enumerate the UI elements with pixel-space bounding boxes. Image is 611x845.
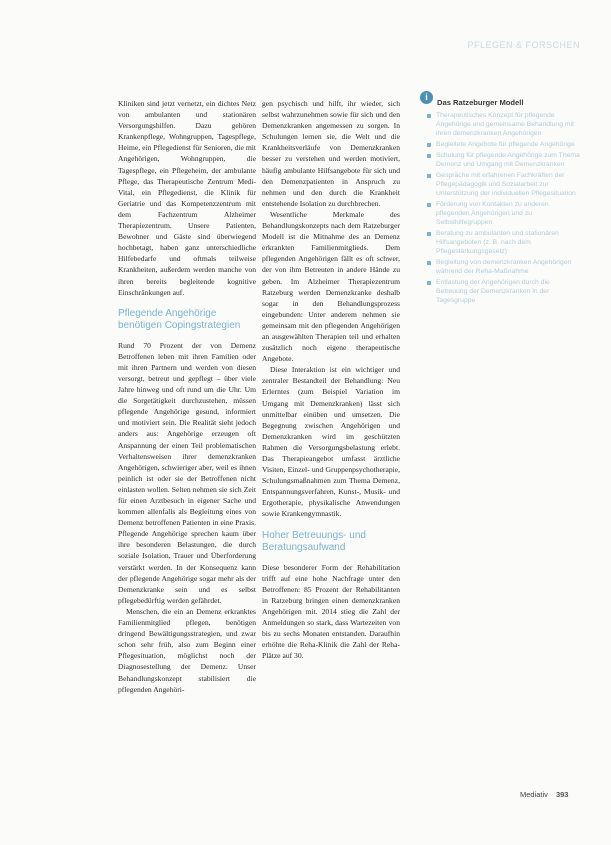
subheading: Pflegende Angehörige benötigen Copingstrategien	[118, 307, 241, 331]
list-item: Schulung für pflegende Angehörige zum Thema Demenz und Umgang mit Demenzkranken	[436, 151, 582, 169]
page-footer	[520, 790, 568, 799]
paragraph: Wesentliche Merkmale des Behandlungskonzepts nach dem Ratzeburger Modell ist die Mitnahme des an Demenz erkrankten Familienmitglieds. Dem pflegenden Angehörigen fällt es oft schwer, der von ihm Betreuten in andere Hände zu geben. Im Alzheimer Therapiezentrum Ratzeburg werden Demenzkranke deshalb sogar in den Behandlungsprozess eingebunden: Unter anderem nehmen sie gemeinsam mit den pflegenden Angehörigen an ausgewählten Therapien teil und erhalten zusätzlich noch eigene therapeutische Angebote.	[262, 209, 400, 364]
info-icon: i	[420, 91, 433, 104]
list-item: Beratung zu ambulanten und stationären Hilfsangeboten (z. B. nach dem Pflegestärkungsgesetz)	[436, 229, 582, 256]
list-item: Begleitung von demenzkranken Angehörigen während der Reha-Maßnahme	[436, 258, 582, 276]
paragraph: Diese besonderer Form der Rehabilitation trifft auf eine hohe Nachfrage unter den Betroffenen: 85 Prozent der Rehabilitanten in Ratzeburg bringen einen demenzkranken Angehörigen mit. 2014 stieg die Zahl der Anmeldungen so stark, dass Wartezeiten von bis zu sechs Monaten entstanden. Daraufhin erhöhte die Reha-Klinik die Zahl der Reha-Plätze auf 30.	[262, 562, 400, 661]
paragraph: Menschen, die ein an Demenz erkranktes Familienmitglied pflegen, benötigen dringend Bewältigungsstrategien, und zwar schon sehr früh, also zum Beginn einer Pflegesituation, möglichst noch der Diagnosestellung der Demenz. Unser Behandlungskonzept stabilisiert die pflegenden Angehöri-	[118, 606, 256, 694]
text-column-2	[262, 98, 400, 661]
paragraph: gen psychisch und hilft, ihr wieder, sich selbst wahrzunehmen sowie für sich und den Demenzkranken angemessen zu sorgen. In Schulungen lernen sie, die Welt und die Krankheitsverläufe von Demenzkranken besser zu verstehen und werden motiviert, häufig ambulante Hilfsangebote für sich und den Demenzpatienten in Anspruch zu nehmen und den durch die Krankheit entstehende Isolation zu durchbrechen.	[262, 99, 400, 208]
paragraph: Kliniken sind jetzt vernetzt, ein dichtes Netz von ambulanten und stationären Versorgungshilfen. Dazu gehören Krankenpflege, Wohngruppen, Tagespflege, Heime, ein Pflegedienst für Senioren, die mit Angehörigen, Wohngruppen, die Tagespflege, ein Pflegeheim, der ambulante Pflege, das Therapeutische Zentrum Medi-Vital, ein Pflegedienst, die Klinik für Geriatrie und das Kompetenzzentrum mit dem Fachzentrum Alzheimer Therapiezentrum. Unsere Patienten, Bewohner und Gäste sind überwiegend hochbetagt, haben ganz unterschiedliche Hilfebedarfe und oftmals teilweise Krankheiten, außerdem werden manche von ihren bereits begleitende kognitive Einschränkungen auf.	[118, 99, 256, 297]
list-item: Förderung von Kontakten zu anderen pflegenden Angehörigen und zu Selbsthilfegruppen	[436, 200, 582, 227]
info-box-title: Das Ratzeburger Modell	[437, 98, 524, 107]
page-number: 393	[555, 790, 569, 799]
magazine-name: Mediativ	[520, 790, 548, 799]
subheading: Hoher Betreuungs- und Beratungsaufwand	[262, 529, 366, 553]
section-tag: PFLEGEN & FORSCHEN	[467, 40, 580, 50]
list-item: Therapeutisches Konzept für pflegende Angehörige und gemeinsame Behandlung mit ihren demenzkranken Angehörigen	[436, 111, 582, 138]
info-list	[420, 111, 582, 305]
info-box-header	[420, 92, 582, 107]
list-item: Gespräche mit erfahrenen Fachkräften der Pflegepädagogik und Sozialarbeit zur Unterstützung der individuellen Pflegesituation	[436, 171, 582, 198]
paragraph: Rund 70 Prozent der von Demenz Betroffenen leben mit ihren Familien oder mit ihren Partnern und werden von diesen versorgt, betreut und gepflegt – über viele Jahre hinweg und oft rund um die Uhr. Um die Sorgetätigkeit durchzustehen, müssen pflegende Angehörige gesund, informiert und motiviert sein. Die Realität sieht jedoch anders aus: Angehörige erzeugen oft Anspannung der einen Teil problematischen Verhaltensweisen ihrer demenzkranken Angehörigen, schwieriger aber, weil es ihnen peinlich ist oder sie der Betroffenen nicht einlasten wollen. Selten nehmen sie sich Zeit für einen Arztbesuch in eigener Sache und kommen allenfalls als Begleitung eines von Demenz betroffenen Patienten in eine Praxis. Pflegende Angehörige sprechen kaum über ihre besonderen Belastungen, die durch soziale Isolation, Trauer und Überforderung verstärkt werden. In der Konsequenz kann der pflegende Angehörige sogar mehr als der Demenzkranke sein und es selbst pflegebedürftig werden gefährdet.	[118, 340, 256, 605]
list-item: Begleitete Angebote für pflegende Angehörige	[436, 140, 582, 149]
list-item: Entlastung der Angehörigen durch die Betreuung der Demenzkranken in der Tagesgruppe	[436, 278, 582, 305]
paragraph: Diese Interaktion ist ein wichtiger und zentraler Bestandteil der Behandlung: Neu Erlerntes (zum Beispiel Variation im Umgang mit Demenzkranken) lässt sich unmittelbar einüben und umsetzen. Die Begegnung zwischen Angehörigen und Demenzkranken wird im geschützten Rahmen die Versorgungsbelastung erlebt. Das Therapieangebot umfasst ärztliche Visiten, Einzel- und Gruppenpsychotherapie, Schulungsmaßnahmen zum Thema Demenz, Entspannungsverfahren, Kunst-, Musik- und Ergotherapie, physikalische Anwendungen sowie Krankengymnastik.	[262, 365, 400, 519]
info-box	[420, 92, 582, 307]
text-column-1	[118, 98, 256, 695]
